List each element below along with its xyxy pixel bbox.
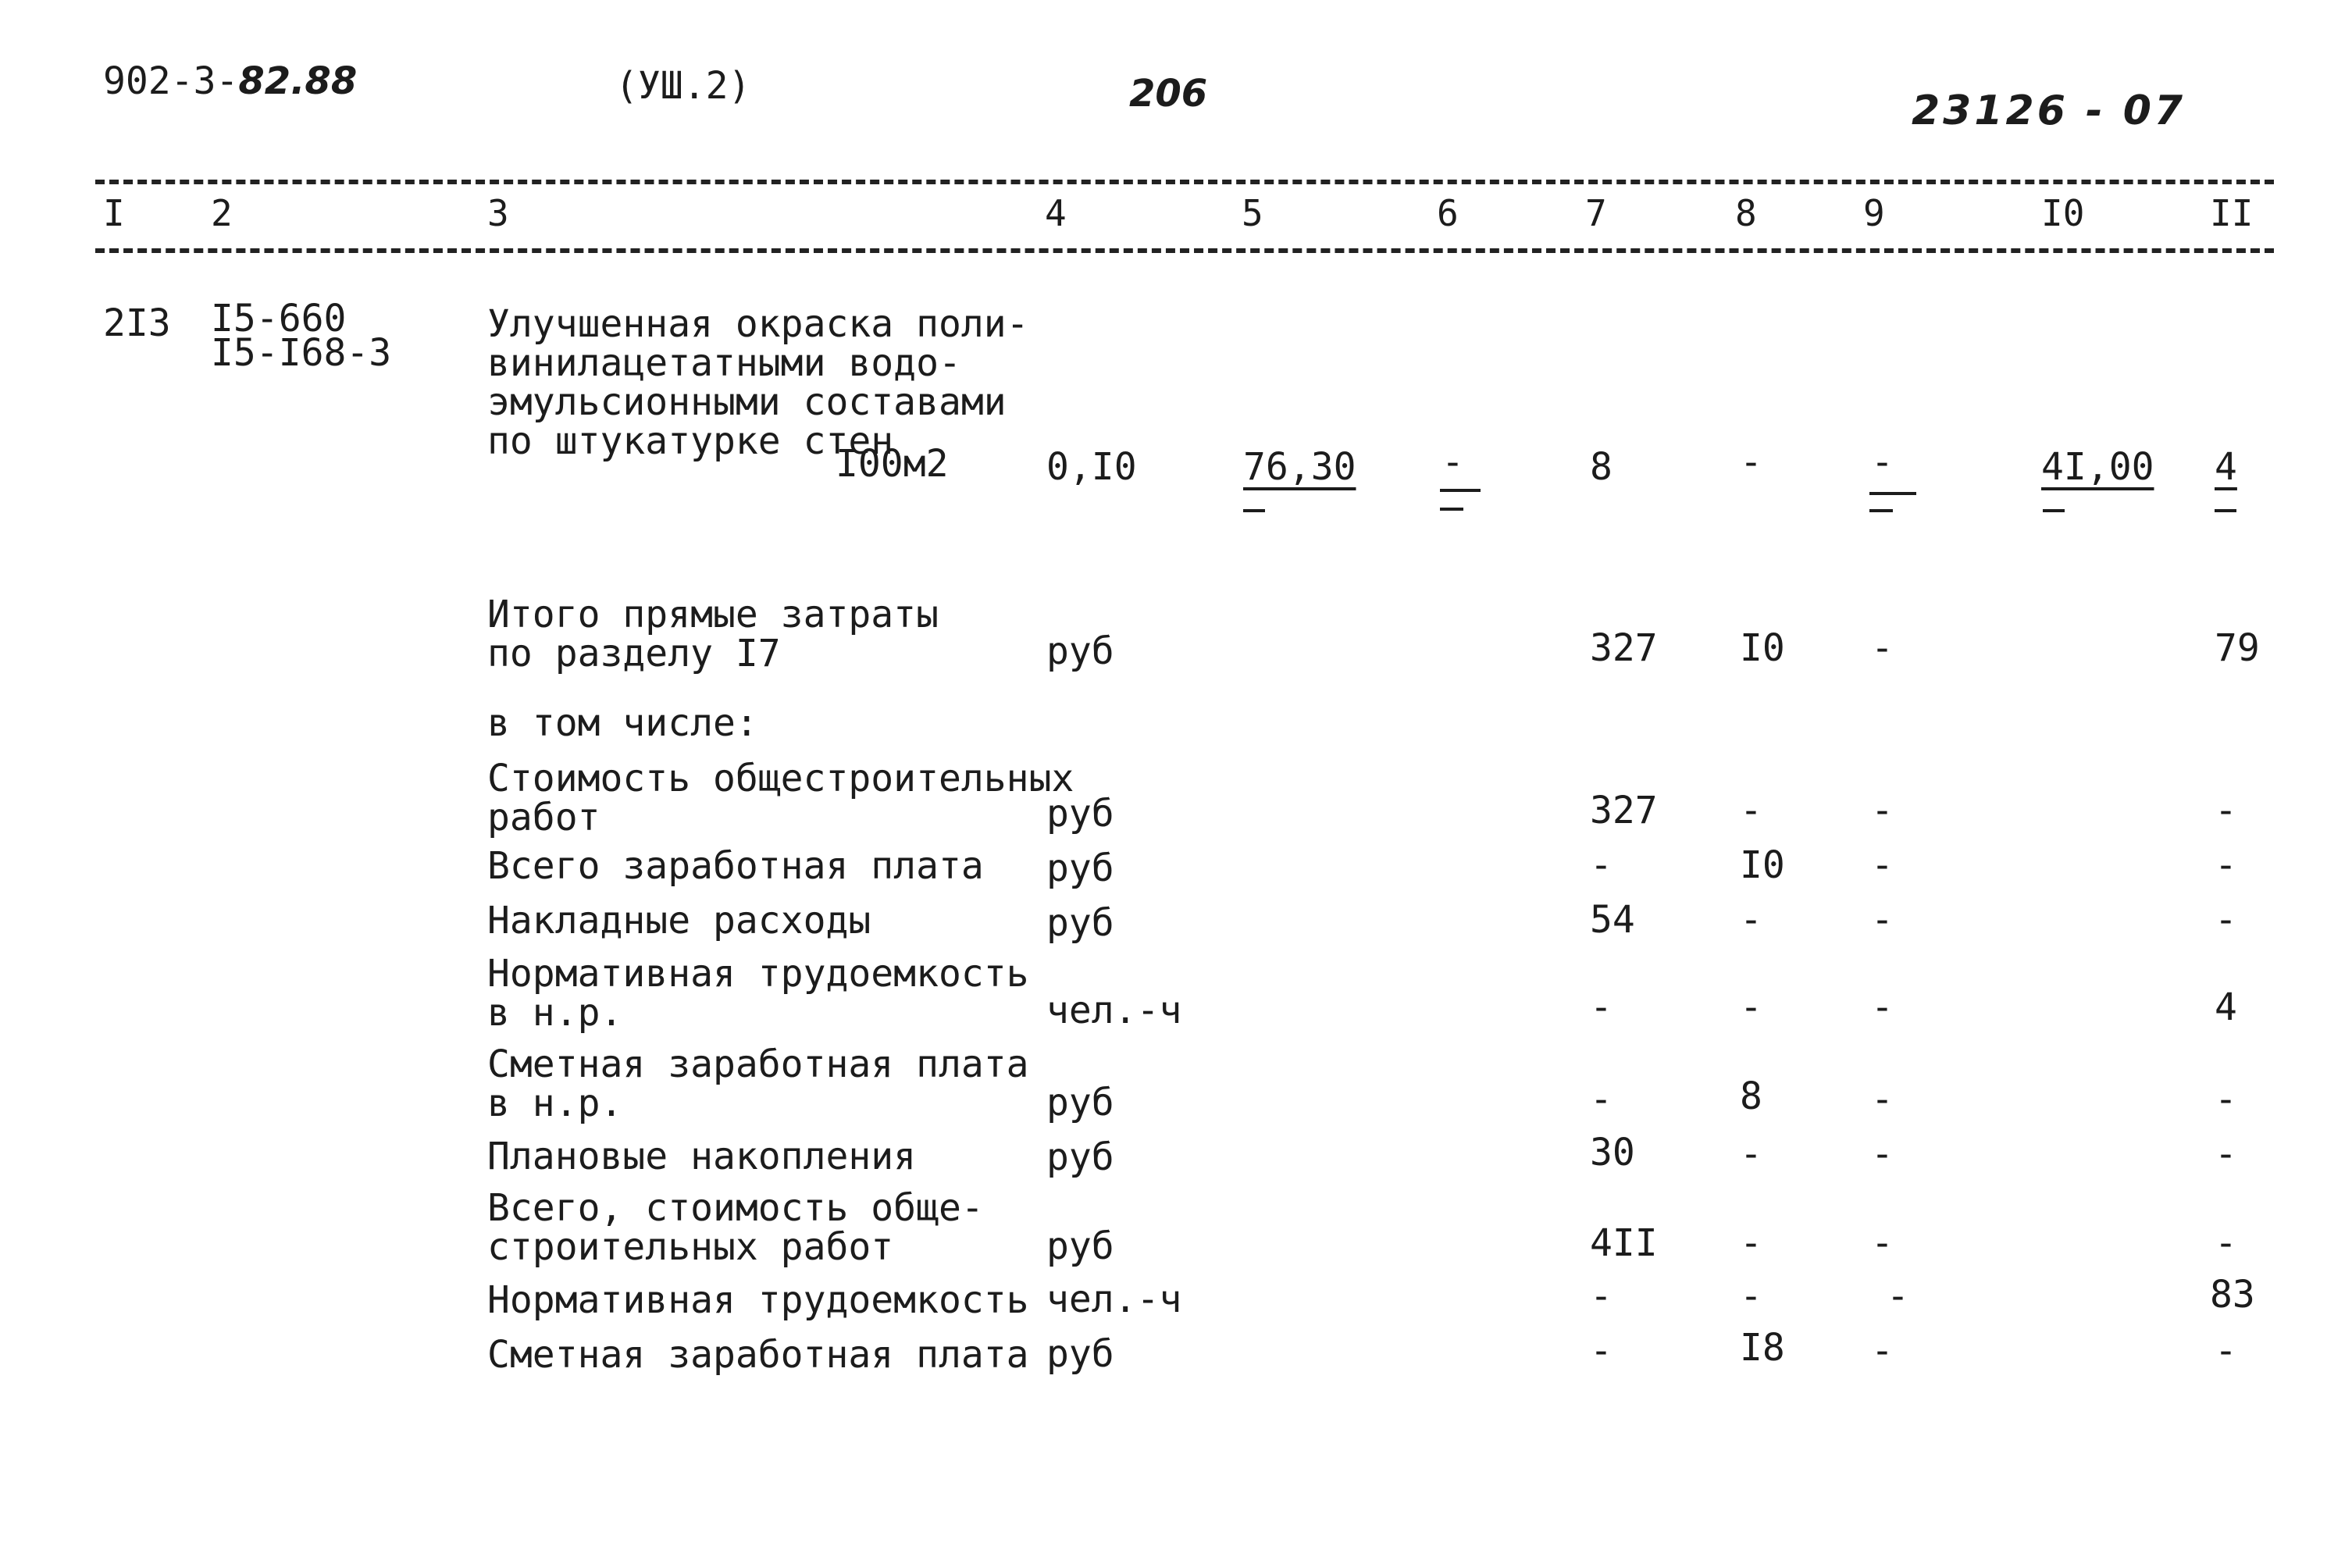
row-unit: руб xyxy=(1046,1332,1114,1376)
col-number-10: I0 xyxy=(2041,192,2085,234)
item-codes: I5-660 I5-I68-3 xyxy=(211,297,392,375)
row-col7: 54 xyxy=(1590,898,1635,942)
item-unit: I00м2 xyxy=(836,442,949,486)
row-col7: - xyxy=(1590,1274,1613,1318)
row-col11: - xyxy=(2215,789,2237,832)
document-code-suffix: 82.88 xyxy=(238,59,358,103)
col-number-7: 7 xyxy=(1585,192,1607,234)
total-col7: 327 xyxy=(1590,626,1658,670)
row-label: Нормативная трудоемкость в н.р. xyxy=(487,952,1029,1035)
item-col6: - xyxy=(1441,440,1464,484)
col-number-1: I xyxy=(103,192,125,234)
row-unit: чел.-ч xyxy=(1046,1278,1182,1321)
col-number-2: 2 xyxy=(211,192,233,234)
row-col8: I8 xyxy=(1740,1326,1785,1370)
row-label: Всего заработная плата xyxy=(487,844,984,888)
row-col9: - xyxy=(1871,898,1894,942)
page-number: 206 xyxy=(1129,72,1208,116)
total-label: Итого прямые затраты по разделу I7 xyxy=(487,593,939,675)
total-col8: I0 xyxy=(1740,626,1785,670)
row-col11: - xyxy=(2215,1078,2237,1121)
row-col8: - xyxy=(1740,1274,1762,1318)
col-number-5: 5 xyxy=(1242,192,1263,234)
row-col9: - xyxy=(1887,1274,1909,1318)
row-col11: 83 xyxy=(2210,1273,2255,1317)
row-col7: 327 xyxy=(1590,789,1658,832)
row-col11: - xyxy=(2215,1329,2237,1373)
row-col7: 30 xyxy=(1590,1131,1635,1174)
row-col7: - xyxy=(1590,985,1613,1029)
row-col11: - xyxy=(2215,1221,2237,1265)
row-label: Всего, стоимость обще- строительных работ xyxy=(487,1186,984,1269)
item-col8: - xyxy=(1740,440,1762,484)
item-col9: - xyxy=(1871,440,1894,484)
row-col9: - xyxy=(1871,789,1894,832)
row-col9: - xyxy=(1871,1132,1894,1176)
row-col9: - xyxy=(1871,1329,1894,1373)
row-col8: - xyxy=(1740,898,1762,942)
col-number-9: 9 xyxy=(1863,192,1885,234)
underline-mark xyxy=(1440,489,1481,492)
item-quantity: 0,I0 xyxy=(1046,445,1137,489)
underline-mark xyxy=(1243,509,1265,512)
row-unit: руб xyxy=(1046,846,1114,890)
col-number-4: 4 xyxy=(1045,192,1067,234)
row-col8: - xyxy=(1740,789,1762,832)
col-number-8: 8 xyxy=(1735,192,1757,234)
row-unit: руб xyxy=(1046,901,1114,945)
archive-number: 23126 - 07 xyxy=(1912,87,2186,134)
row-unit: руб xyxy=(1046,1081,1114,1124)
document-code xyxy=(103,59,358,103)
item-col5: 76,30 xyxy=(1243,445,1356,489)
row-col11: - xyxy=(2215,1132,2237,1176)
row-col8: - xyxy=(1740,1132,1762,1176)
row-col11: - xyxy=(2215,843,2237,887)
row-col8: - xyxy=(1740,985,1762,1029)
item-col11: 4 xyxy=(2215,445,2237,489)
row-label: Сметная заработная плата xyxy=(487,1333,1029,1377)
row-col8: I0 xyxy=(1740,843,1785,887)
col-number-6: 6 xyxy=(1437,192,1459,234)
total-unit: руб xyxy=(1046,629,1114,673)
row-col9: - xyxy=(1871,843,1894,887)
row-unit: руб xyxy=(1046,792,1114,836)
row-col9: - xyxy=(1871,985,1894,1029)
row-label: Накладные расходы xyxy=(487,899,871,943)
row-label: Сметная заработная плата в н.р. xyxy=(487,1042,1029,1125)
row-col8: - xyxy=(1740,1221,1762,1265)
row-col7: - xyxy=(1590,1078,1613,1121)
underline-mark xyxy=(1869,492,1916,495)
item-number: 2I3 xyxy=(103,301,171,345)
underline-mark xyxy=(2043,509,2065,512)
row-label: Стоимость общестроительных работ xyxy=(487,757,1074,839)
including-label: в том числе: xyxy=(487,701,758,745)
item-col7: 8 xyxy=(1590,445,1613,489)
underline-mark xyxy=(2215,509,2236,512)
item-col10: 4I,00 xyxy=(2041,445,2154,489)
row-label: Нормативная трудоемкость xyxy=(487,1278,1029,1322)
row-col7: 4II xyxy=(1590,1221,1658,1265)
underline-mark xyxy=(1869,509,1893,512)
row-col7: - xyxy=(1590,843,1613,887)
row-col11: - xyxy=(2215,898,2237,942)
row-col9: - xyxy=(1871,1221,1894,1265)
row-col11: 4 xyxy=(2215,985,2237,1029)
col-number-11: II xyxy=(2210,192,2254,234)
item-description: Улучшенная окраска поли- винилацетатными водо- эмульсионными составами по штукатурке стен xyxy=(487,302,1029,463)
row-col7: - xyxy=(1590,1329,1613,1373)
row-col8: 8 xyxy=(1740,1074,1762,1118)
row-label: Плановые накопления xyxy=(487,1135,917,1178)
row-unit: руб xyxy=(1046,1224,1114,1268)
header-top-rule xyxy=(95,180,2274,184)
row-col9: - xyxy=(1871,1078,1894,1121)
total-col11: 79 xyxy=(2215,626,2260,670)
underline-mark xyxy=(1440,508,1463,511)
col-number-3: 3 xyxy=(487,192,509,234)
header-bottom-rule xyxy=(95,248,2274,253)
section-number: (УШ.2) xyxy=(615,64,751,108)
row-unit: чел.-ч xyxy=(1046,989,1182,1032)
document-code-series: 902-3- xyxy=(103,59,239,103)
total-col9: - xyxy=(1871,626,1894,670)
row-unit: руб xyxy=(1046,1135,1114,1179)
